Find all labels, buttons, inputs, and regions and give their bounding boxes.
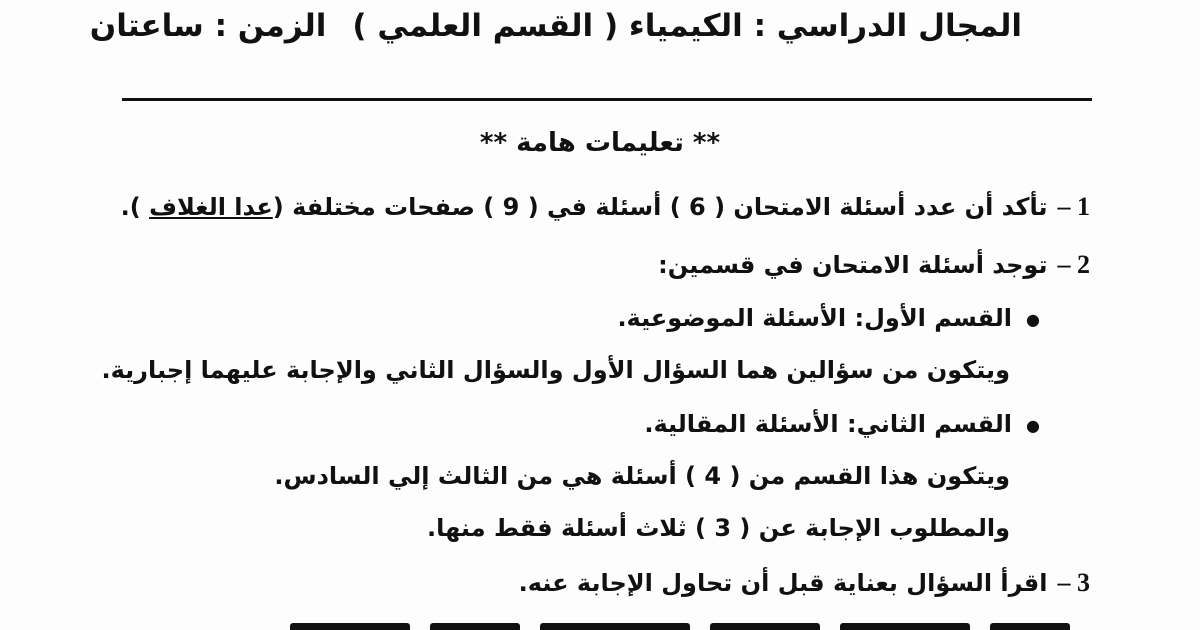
item-number: 3 – [1057, 568, 1090, 597]
instruction-item-1 [121, 192, 1090, 222]
section-two-description [274, 462, 1010, 490]
subject-label: المجال الدراسي : الكيمياء ( القسم العلمي ) [352, 8, 1022, 44]
item-text: توجد أسئلة الامتحان في قسمين: [658, 251, 1048, 279]
instructions-title: ** تعليمات هامة ** [479, 128, 721, 158]
bullet-text: القسم الأول: الأسئلة الموضوعية. [617, 304, 1013, 332]
item-text: اقرأ السؤال بعناية قبل أن تحاول الإجابة عنه. [518, 569, 1048, 597]
description-text: ويتكون هذا القسم من ( 4 ) أسئلة هي من الثالث إلي السادس. [274, 462, 1010, 490]
item-number: 1 – [1057, 192, 1090, 221]
underlined-text: عدا الغلاف [149, 193, 273, 221]
instruction-item-2 [658, 250, 1090, 280]
description-text: والمطلوب الإجابة عن ( 3 ) ثلاث أسئلة فقط منها. [426, 514, 1010, 542]
item-text-end: ). [120, 193, 150, 221]
section-one-bullet [617, 304, 1040, 332]
section-one-description [101, 356, 1010, 384]
required-answers-line [427, 514, 1010, 542]
item-text: تأكد أن عدد أسئلة الامتحان ( 6 ) أسئلة في ( 9 ) صفحات مختلفة [292, 193, 1048, 221]
time-label: الزمن : ساعتان [89, 8, 327, 44]
item-number: 2 – [1057, 250, 1090, 279]
item-text-paren: ( [272, 193, 293, 221]
exam-header [90, 8, 1022, 44]
instruction-item-3 [519, 568, 1090, 598]
bullet-icon: ● [1026, 415, 1040, 435]
cropped-next-line [270, 616, 1090, 630]
section-two-bullet [644, 410, 1040, 438]
description-text: ويتكون من سؤالين هما السؤال الأول والسؤال الثاني والإجابة عليهما إجبارية. [101, 356, 1010, 384]
bullet-text: القسم الثاني: الأسئلة المقالية. [644, 410, 1013, 438]
bullet-icon: ● [1026, 309, 1040, 329]
header-divider [122, 98, 1092, 101]
